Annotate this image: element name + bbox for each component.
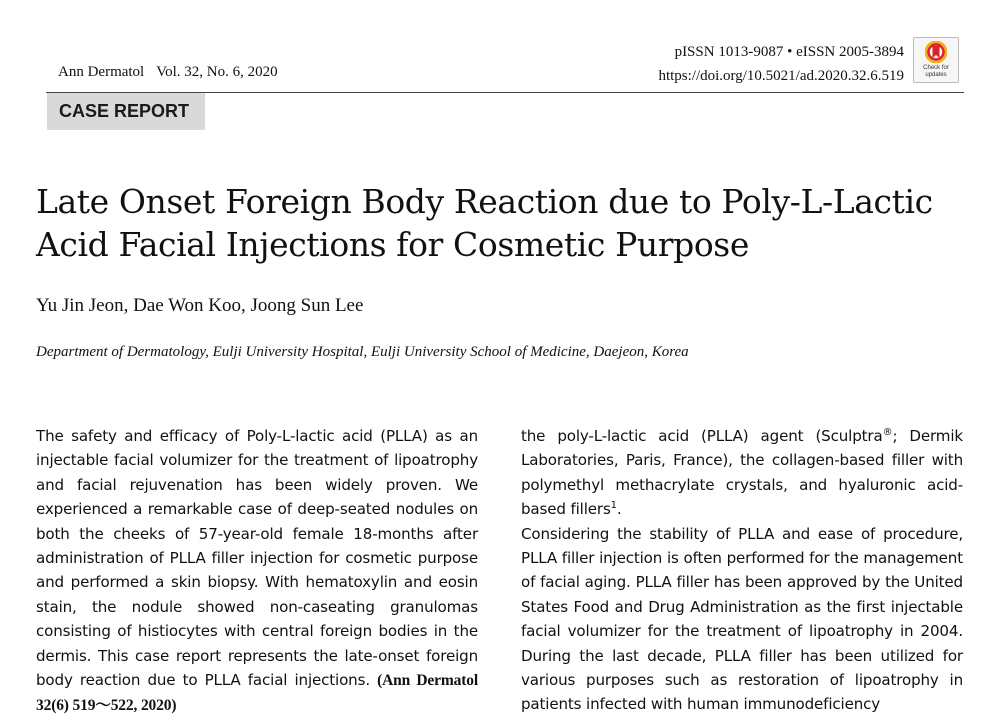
authors: Yu Jin Jeon, Dae Won Koo, Joong Sun Lee: [36, 295, 364, 316]
issn-line: pISSN 1013-9087 • eISSN 2005-3894: [674, 44, 904, 60]
journal-citation: [58, 64, 278, 81]
registered-mark: ®: [882, 426, 893, 438]
doi-link[interactable]: https://doi.org/10.5021/ad.2020.32.6.519: [658, 68, 904, 84]
article-title: Late Onset Foreign Body Reaction due to Poly-L-Lactic Acid Facial Injections for Cosmetic Purpose: [36, 182, 933, 264]
journal-volume: Vol. 32, No. 6, 2020: [156, 64, 278, 80]
affiliation: Department of Dermatology, Eulji University Hospital, Eulji University School of Medicine, Daejeon, Korea: [36, 344, 689, 360]
abstract-citation: (Ann Dermatol 32(6) 519～522, 2020): [36, 672, 478, 715]
abstract: [36, 424, 478, 719]
body-paragraph-2: Considering the stability of PLLA and ease of procedure, PLLA filler injection is often performed for the management of facial aging. PLLA filler has been approved by the United States Food and Drug Administration as the first injectable facial volumizer for the treatment of lipoatrophy in 2004. During the last decade, PLLA filler has been utilized for various purposes such as restoration of lipoatrophy in patients infected with human immunodeficiency: [521, 524, 963, 714]
article-type-label: CASE REPORT: [47, 93, 205, 130]
journal-name: Ann Dermatol: [58, 64, 145, 80]
bookmark-icon: [925, 41, 947, 63]
check-for-updates-badge[interactable]: [913, 37, 959, 83]
identifiers: [658, 40, 904, 88]
reference-link[interactable]: 1: [610, 500, 617, 512]
body-paragraph-1: the poly-L-lactic acid (PLLA) agent (Sculptra®; Dermik Laboratories, Paris, France), the collagen-based filler with polymethyl methacrylate crystals, and hyaluronic acid-based fillers$^1$.: [521, 426, 963, 519]
badge-text: Check for updates: [923, 65, 949, 78]
body-text: [521, 424, 963, 717]
abstract-text: The safety and efficacy of Poly-L-lactic acid (PLLA) as an injectable facial volumizer for the treatment of lipoatrophy and facial rejuvenation has been widely proven. We experienced a remarkable case of deep-seated nodules on both the cheeks of 57-year-old female 18-months after administration of PLLA filler injection for cosmetic purpose and performed a skin biopsy. With hematoxylin and eosin stain, the nodule showed non-caseating granulomas consisting of histiocytes with central foreign bodies in the dermis. This case report represents the late-onset foreign body reaction due to PLLA facial injections.: [36, 427, 478, 690]
